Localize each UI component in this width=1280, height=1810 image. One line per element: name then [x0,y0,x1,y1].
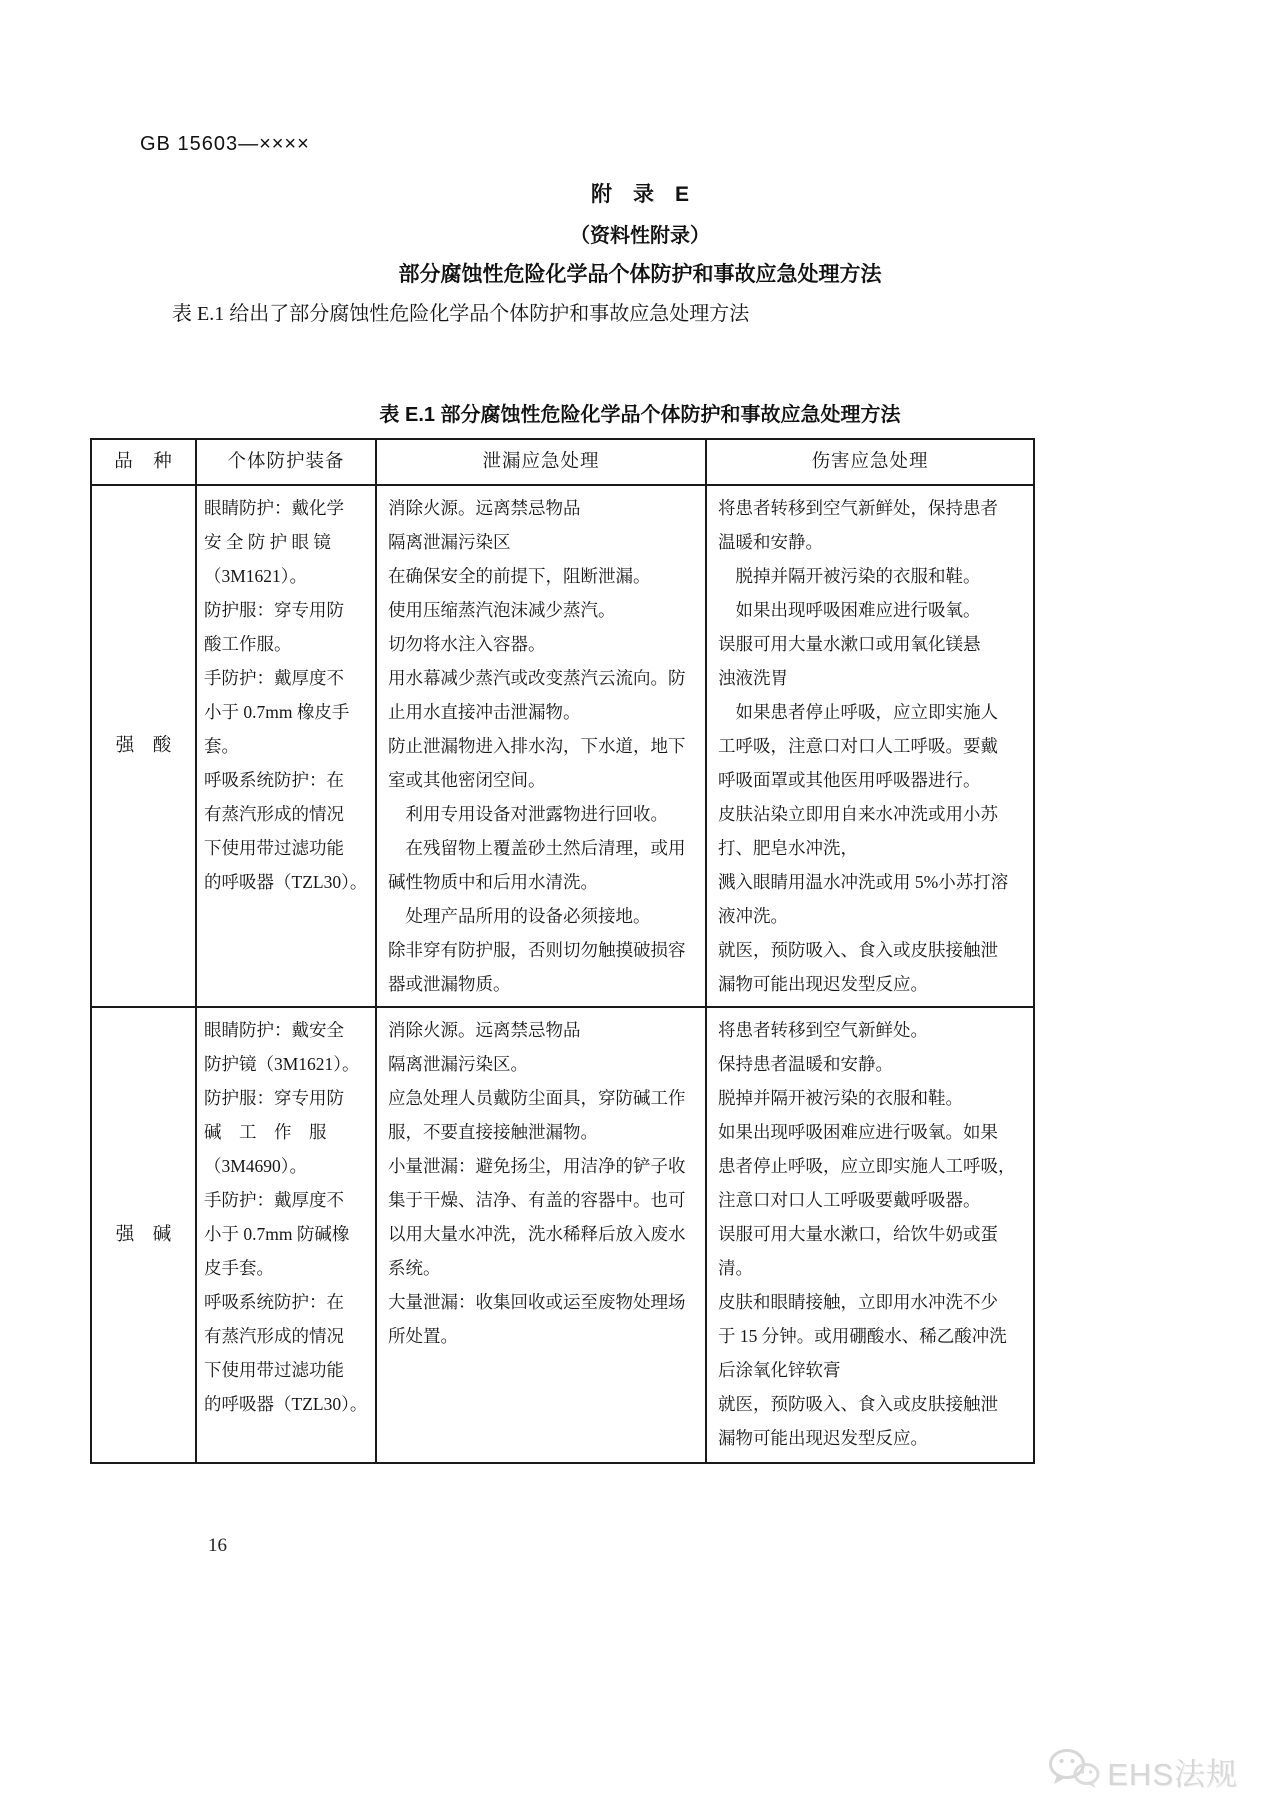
text-line: 脱掉并隔开被污染的衣服和鞋。 [718,1088,963,1108]
text-line: 防护服：穿专用防 [204,1088,344,1108]
leak-handling-cell [375,484,705,1006]
table-row-strong-acid [92,484,1033,1006]
text-line: 小于 0.7mm 橡皮手 [204,702,350,722]
text-line: 切勿将水注入容器。 [388,634,546,654]
text-line: 温暖和安静。 [718,532,823,552]
text-line: 处理产品所用的设备必须接地。 [388,906,651,926]
text-line: 皮肤沾染立即用自来水冲洗或用小苏 [718,804,998,824]
text-line: 利用专用设备对泄露物进行回收。 [388,804,668,824]
text-line: 误服可用大量水漱口，给饮牛奶或蛋 [718,1224,998,1244]
category-cell: 强 碱 [92,1006,195,1462]
text-line: 小量泄漏：避免扬尘，用洁净的铲子收 [388,1156,686,1176]
page-number: 16 [208,1535,227,1556]
text-line: 就医，预防吸入、食入或皮肤接触泄 [718,940,998,960]
text-line: 消除火源。远离禁忌物品 [388,1020,581,1040]
category-cell: 强 酸 [92,484,195,1006]
text-line: 将患者转移到空气新鲜处。 [718,1020,928,1040]
text-line: （3M1621）。 [204,566,308,586]
text-line: 眼睛防护：戴化学 [204,498,344,518]
text-line: 碱性物质中和后用水清洗。 [388,872,598,892]
text-line: 误服可用大量水漱口或用氧化镁悬 [718,634,981,654]
text-line: 打、肥皂水冲洗， [718,838,858,858]
text-line: 漏物可能出现迟发型反应。 [718,1428,928,1448]
header-protection: 个体防护装备 [195,440,375,484]
appendix-subtitle: （资料性附录） [570,225,710,247]
text-line: 有蒸汽形成的情况 [204,1326,344,1346]
standard-code: GB 15603—×××× [140,133,310,155]
text-line: 防护服：穿专用防 [204,600,344,620]
text-line: 服，不要直接接触泄漏物。 [388,1122,598,1142]
text-line: 应急处理人员戴防尘面具，穿防碱工作 [388,1088,686,1108]
text-line: 眼睛防护：戴安全 [204,1020,344,1040]
watermark [1047,1748,1238,1795]
text-line: 使用压缩蒸汽泡沫减少蒸汽。 [388,600,616,620]
header-leak: 泄漏应急处理 [375,440,705,484]
protection-table [90,438,1035,1464]
text-line: 除非穿有防护服，否则切勿触摸破损容 [388,940,686,960]
text-line: 患者停止呼吸，应立即实施人工呼吸， [718,1156,1016,1176]
header-category: 品 种 [114,452,173,472]
watermark-label: EHS法规 [1107,1757,1238,1792]
protection-cell [195,484,375,1006]
text-line: 于 15 分钟。或用硼酸水、稀乙酸冲洗 [718,1326,1007,1346]
injury-handling-cell [705,1006,1033,1462]
text-line: 如果出现呼吸困难应进行吸氧。如果 [718,1122,998,1142]
text-line: 小于 0.7mm 防碱橡 [204,1224,350,1244]
text-line: 呼吸系统防护：在 [204,1292,344,1312]
text-line: 所处置。 [388,1326,458,1346]
table-header-row [92,440,1033,484]
text-line: （3M4690）。 [204,1156,308,1176]
text-line: 浊液洗胃 [718,668,788,688]
text-line: 下使用带过滤功能 [204,838,344,858]
text-line: 止用水直接冲击泄漏物。 [388,702,581,722]
wechat-bubbles-icon [1047,1748,1101,1795]
text-line: 手防护：戴厚度不 [204,1190,344,1210]
text-line: 皮肤和眼睛接触，立即用水冲洗不少 [718,1292,998,1312]
text-line: 隔离泄漏污染区 [388,532,511,552]
leak-handling-cell [375,1006,705,1462]
text-line: 防止泄漏物进入排水沟，下水道，地下 [388,736,686,756]
text-line: 安 全 防 护 眼 镜 [204,532,331,552]
text-line: 后涂氧化锌软膏 [718,1360,841,1380]
text-line: 套。 [204,736,239,756]
text-line: 消除火源。远离禁忌物品 [388,498,581,518]
text-line: 皮手套。 [204,1258,274,1278]
text-line: 室或其他密闭空间。 [388,770,546,790]
header-injury: 伤害应急处理 [705,440,1033,484]
text-line: 就医，预防吸入、食入或皮肤接触泄 [718,1394,998,1414]
text-line: 用水幕减少蒸汽或改变蒸汽云流向。防 [388,668,686,688]
text-line: 酸工作服。 [204,634,292,654]
protection-cell [195,1006,375,1462]
text-line: 以用大量水冲洗，洗水稀释后放入废水 [388,1224,686,1244]
text-line: 溅入眼睛用温水冲洗或用 5%小苏打溶 [718,872,1009,892]
appendix-heading: 部分腐蚀性危险化学品个体防护和事故应急处理方法 [398,263,882,286]
text-line: 脱掉并隔开被污染的衣服和鞋。 [718,566,981,586]
text-line: 大量泄漏：收集回收或运至废物处理场 [388,1292,686,1312]
text-line: 漏物可能出现迟发型反应。 [718,974,928,994]
text-line: 呼吸系统防护：在 [204,770,344,790]
text-line: 下使用带过滤功能 [204,1360,344,1380]
text-line: 防护镜（3M1621）。 [204,1054,360,1074]
injury-handling-cell [705,484,1033,1006]
text-line: 将患者转移到空气新鲜处，保持患者 [718,498,998,518]
text-line: 隔离泄漏污染区。 [388,1054,528,1074]
text-line: 在残留物上覆盖砂土然后清理，或用 [388,838,686,858]
text-line: 的呼吸器（TZL30）。 [204,1394,368,1414]
text-line: 系统。 [388,1258,441,1278]
text-line: 如果出现呼吸困难应进行吸氧。 [718,600,981,620]
text-line: 碱 工 作 服 [204,1122,327,1142]
text-line: 集于干燥、洁净、有盖的容器中。也可 [388,1190,686,1210]
text-line: 保持患者温暖和安静。 [718,1054,893,1074]
text-line: 液冲洗。 [718,906,788,926]
appendix-title: 附 录 E [590,183,689,206]
text-line: 器或泄漏物质。 [388,974,511,994]
text-line: 注意口对口人工呼吸要戴呼吸器。 [718,1190,981,1210]
table-row-strong-base [92,1006,1033,1462]
text-line: 工呼吸，注意口对口人工呼吸。要戴 [718,736,998,756]
text-line: 有蒸汽形成的情况 [204,804,344,824]
text-line: 呼吸面罩或其他医用呼吸器进行。 [718,770,981,790]
text-line: 清。 [718,1258,753,1278]
text-line: 手防护：戴厚度不 [204,668,344,688]
intro-paragraph: 表 E.1 给出了部分腐蚀性危险化学品个体防护和事故应急处理方法 [172,303,750,325]
table-caption: 表 E.1 部分腐蚀性危险化学品个体防护和事故应急处理方法 [379,404,901,426]
text-line: 在确保安全的前提下，阻断泄漏。 [388,566,651,586]
text-line: 的呼吸器（TZL30）。 [204,872,368,892]
text-line: 如果患者停止呼吸，应立即实施人 [718,702,998,722]
